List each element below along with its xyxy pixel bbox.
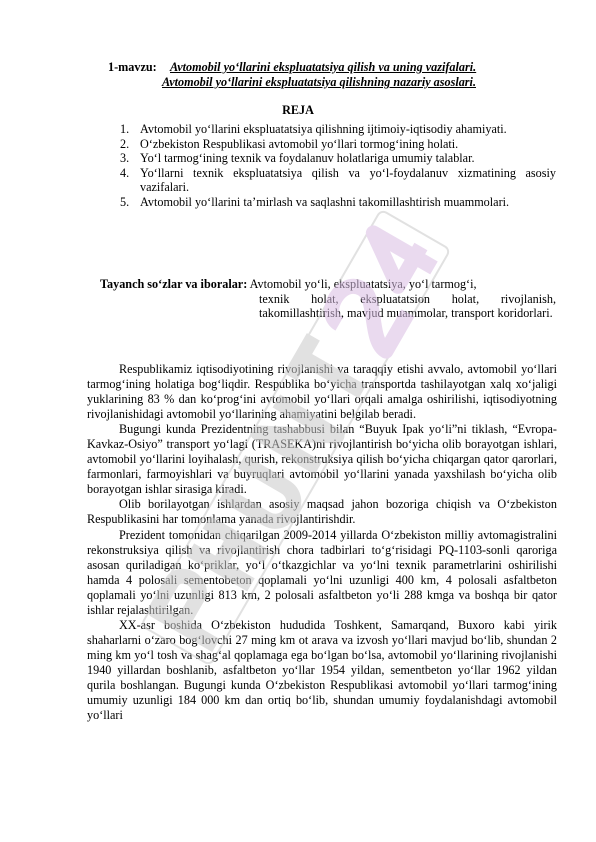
plan-item-number: 4. [120, 165, 130, 180]
keywords-first-line: Avtomobil yo‘li, ekspluatatsiya, yo‘l tarmog‘i, [249, 277, 477, 291]
plan-item [120, 122, 556, 137]
topic-title-line2: Avtomobil yo‘llarini ekspluatatsiya qilishning nazariy asoslari. [162, 75, 476, 89]
plan-item-text: O‘zbekiston Respublikasi avtomobil yo‘llari tormog‘ining holati. [140, 136, 459, 151]
plan-item-number: 1. [120, 122, 130, 136]
keywords-rest: texnik holat, ekspluatatsion holat, rivojlanish, takomillashtirish, mavjud muammolar, transport koridorlari. [259, 291, 556, 321]
plan-item-number: 3. [120, 151, 130, 166]
plan-item [120, 166, 556, 195]
paragraph: Prezident tomonidan chiqarilgan 2009-2014 yillarda O‘zbekiston milliy avtomagistralini rekonstruksiya qilish va rivojlantirish chora tadbirlari to‘g‘risidagi PQ-1103-sonli qaroriga asosan quriladigan ko‘priklar, yo‘l o‘tkazgichlar va yo‘lni texnik parametrlarini oshirilishi hamda 4 polosali sementobeton qoplamali yo‘lni uzunligi 400 km, 4 polosali asfaltbeton qoplamali yo‘lni uzunligi 813 km, 2 polosali asfaltbeton yo‘li 288 kmga va boshqa bir qator ishlar rejalashtirilgan. [87, 527, 557, 617]
topic-heading [108, 60, 548, 90]
topic-title-line1: Avtomobil yo‘llarini ekspluatatsiya qilish va uning vazifalari. [170, 60, 477, 74]
plan-item-number: 5. [120, 194, 130, 209]
topic-label: 1-mavzu: [108, 60, 157, 74]
paragraph: Bugungi kunda Prezidentning tashabbusi bilan “Buyuk Ipak yo‘li”ni tiklash, “Evropa-Kavkaz-Osiyo” transport yo‘lagi (TRASEKA)ni rivojlantirish bo‘yicha olib borayotgan ishlari, avtomobil yo‘llarini loyihalash, qurish, rekonstruksiya qilish bo‘yicha chiqargan qator qarorlari, farmonlari, farmoyishlari va buyruqlari avtomobil yo‘llarini yanada yaxshilash bo‘yicha olib borayotgan ishlar sirasiga kiradi. [87, 422, 557, 497]
reja-heading: REJA [282, 103, 314, 117]
paragraph: Olib borilayotgan ishlardan asosiy maqsad jahon bozoriga chiqish va O‘zbekiston Respublikasini har tomonlama yanada rivojlantirishdir. [87, 497, 557, 527]
plan-item-number: 2. [120, 136, 130, 151]
keywords-block [100, 277, 556, 321]
plan-item [120, 151, 556, 166]
plan-item [120, 137, 556, 152]
plan-item-text: Avtomobil yo‘llarini ekspluatatsiya qilishning ijtimoiy-iqtisodiy ahamiyati. [140, 122, 507, 136]
plan-item-text: Yo‘llarni texnik ekspluatatsiya qilish va yo‘l-foydalanuv xizmatining asosiy vazifalari. [140, 165, 556, 195]
plan-item-text: Yo‘l tarmog‘ining texnik va foydalanuv holatlariga umumiy talablar. [140, 151, 475, 166]
body-text [87, 362, 557, 723]
plan-item [120, 195, 556, 210]
keywords-label: Tayanch so‘zlar va iboralar: [100, 277, 248, 291]
plan-item-text: Avtomobil yo‘llarini ta’mirlash va saqlashni takomillashtirish muammolari. [140, 194, 510, 209]
paragraph: XX-asr boshida O‘zbekiston hududida Toshkent, Samarqand, Buxoro kabi yirik shaharlarni o‘zaro bog‘lovchi 27 ming km ot arava va izvosh yo‘llari mavjud bo‘lib, shundan 2 ming km yo‘l tosh va shag‘al qoplamaga ega bo‘lgan bo‘lsa, avtomobil yo‘llarining rivojlanishi 1940 yillardan boshlanib, asfaltbeton yo‘llar 1954 yildan, sementbeton yo‘llar 1962 yildan qurila boshlangan. Bugungi kunda O‘zbekiston Respublikasi avtomobil yo‘llari tarmog‘ining umumiy uzunligi 184 000 km dan ortiq bo‘lib, shundan umumiy foydalanishdagi avtomobil yo‘llari [87, 617, 557, 723]
plan-list [120, 122, 556, 210]
paragraph: Respublikamiz iqtisodiyotining rivojlanishi va taraqqiy etishi avvalo, avtomobil yo‘llari tarmog‘ining holatiga bog‘liqdir. Respublika bo‘yicha transportda tashilayotgan xalq xo‘jaligi yuklarining 83 % dan ko‘prog‘ini avtomobil yo‘llari orqali amalga oshirilishi, iqtisodiyotning rivojlanishidagi avtomobil yo‘llarining ahamiyatini belgilab beradi. [87, 362, 557, 422]
